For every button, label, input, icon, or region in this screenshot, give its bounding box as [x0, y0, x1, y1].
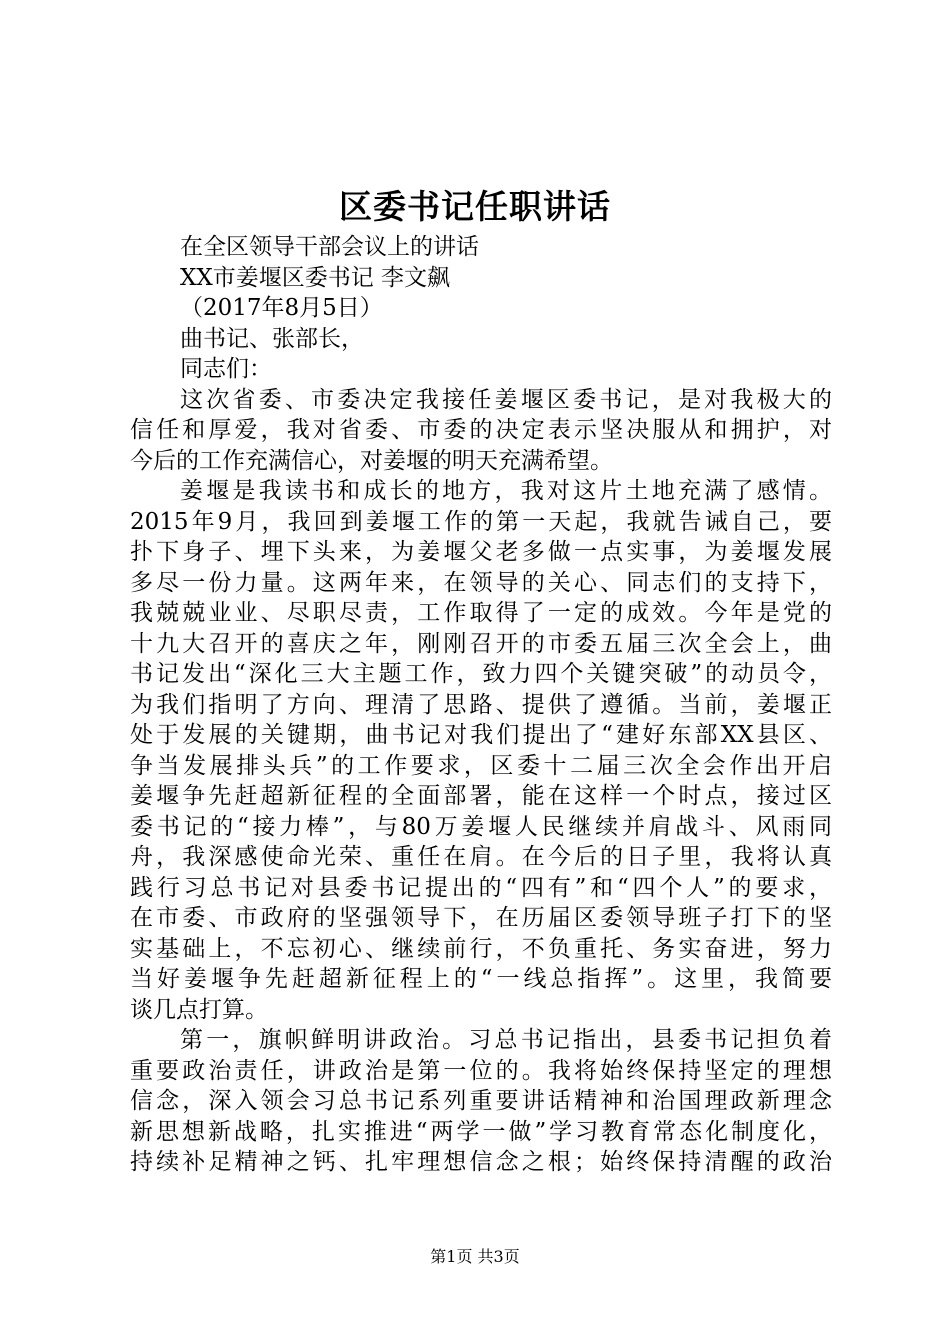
body-line: 当好姜堰争先赶超新征程上的“一线总指挥”。这里，我简要 — [130, 966, 832, 992]
body-line: 这次省委、市委决定我接任姜堰区委书记，是对我极大的 — [180, 386, 832, 413]
body-line: 新思想新战略，扎实推进“两学一做”学习教育常态化制度化， — [130, 1118, 832, 1145]
body-line: 践行习总书记对县委书记提出的“四有”和“四个人”的要求， — [130, 874, 832, 901]
body-line: 信念，深入领会习总书记系列重要讲话精神和治国理政新理念 — [130, 1088, 832, 1114]
body-line: 多尽一份力量。这两年来，在领导的关心、同志们的支持下， — [130, 569, 832, 596]
salutation-leaders: 曲书记、张部长， — [180, 325, 364, 352]
body-line: 在市委、市政府的坚强领导下，在历届区委领导班子打下的坚 — [130, 905, 832, 931]
body-line: 舟，我深感使命光荣、重任在肩。在今后的日子里，我将认真 — [130, 844, 832, 870]
body-line: 为我们指明了方向、理清了思路、提供了遵循。当前，姜堰正 — [130, 691, 832, 718]
speech-date: （2017年8月5日） — [180, 295, 383, 321]
body-line: 重要政治责任，讲政治是第一位的。我将始终保持坚定的理想 — [130, 1057, 832, 1084]
document-title: 区委书记任职讲话 — [339, 187, 611, 226]
body-line: 持续补足精神之钙、扎牢理想信念之根；始终保持清醒的政治 — [130, 1149, 832, 1175]
page-number-footer: 第1页 共3页 — [430, 1247, 520, 1266]
body-line: 姜堰是我读书和成长的地方，我对这片土地充满了感情。 — [180, 478, 832, 504]
body-line: 委书记的“接力棒”，与80万姜堰人民继续并肩战斗、风雨同 — [130, 813, 832, 840]
body-line: 我兢兢业业、尽职尽责，工作取得了一定的成效。今年是党的 — [130, 600, 832, 626]
body-line: 姜堰争先赶超新征程的全面部署，能在这样一个时点，接过区 — [130, 783, 832, 809]
body-line: 2015年9月，我回到姜堰工作的第一天起，我就告诫自己，要 — [130, 508, 832, 535]
document-body — [130, 232, 832, 1178]
speech-occasion: 在全区领导干部会议上的讲话 — [180, 234, 479, 260]
body-line: 十九大召开的喜庆之年，刚刚召开的市委五届三次全会上，曲 — [130, 630, 832, 657]
body-line: 谈几点打算。 — [130, 996, 268, 1023]
body-line: 处于发展的关键期，曲书记对我们提出了“建好东部XX县区、 — [130, 722, 832, 748]
body-line: 争当发展排头兵”的工作要求，区委十二届三次全会作出开启 — [130, 752, 832, 779]
body-line: 实基础上，不忘初心、继续前行，不负重托、务实奋进，努力 — [130, 935, 832, 962]
body-line: 书记发出“深化三大主题工作，致力四个关键突破”的动员令， — [130, 661, 832, 687]
body-line: 第一，旗帜鲜明讲政治。习总书记指出，县委书记担负着 — [180, 1027, 832, 1053]
salutation-comrades: 同志们： — [180, 356, 272, 382]
body-line: 扑下身子、埋下头来，为姜堰父老多做一点实事，为姜堰发展 — [130, 539, 832, 565]
body-line: 信任和厚爱，我对省委、市委的决定表示坚决服从和拥护，对 — [130, 417, 832, 443]
body-line: 今后的工作充满信心，对姜堰的明天充满希望。 — [130, 447, 613, 474]
speaker-line: XX市姜堰区委书记 李文飙 — [180, 264, 451, 291]
